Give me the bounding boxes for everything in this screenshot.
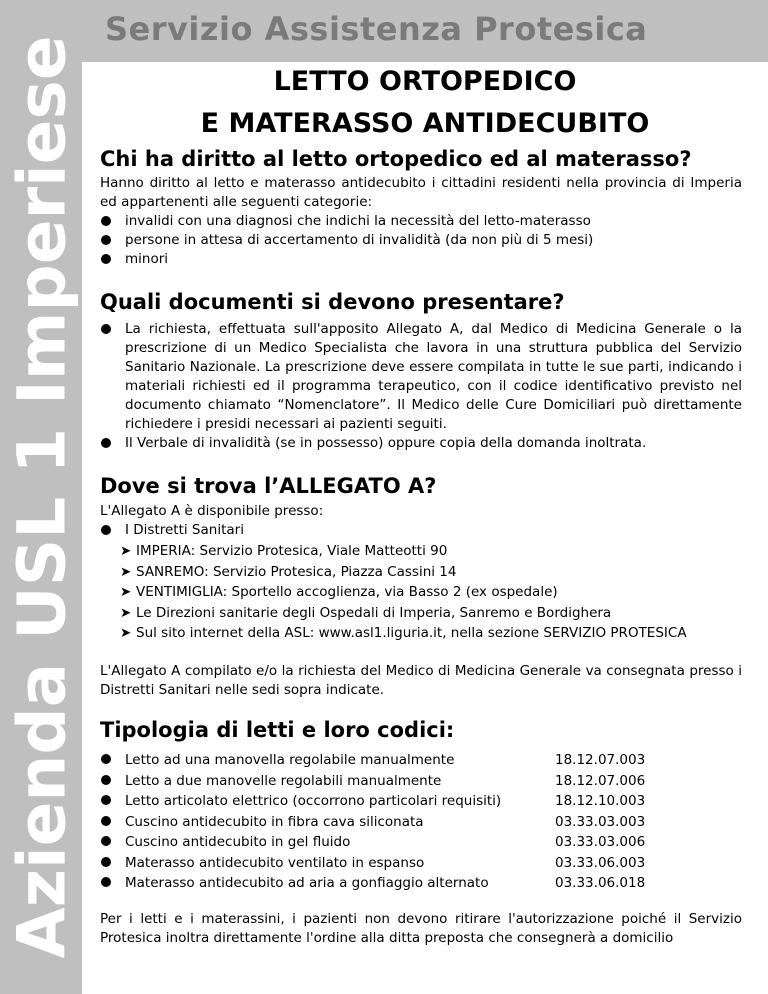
bed-codes-table bbox=[100, 750, 645, 894]
list-item: ➤ Sul sito internet della ASL: www.asl1.liguria.it, nella sezione SERVIZIO PROTESICA bbox=[120, 623, 687, 644]
document-title-line-2: E MATERASSO ANTIDECUBITO bbox=[200, 108, 650, 139]
list-item: I Distretti Sanitari bbox=[100, 521, 742, 540]
code: 18.12.07.003 bbox=[555, 752, 646, 769]
allegato-list bbox=[100, 521, 742, 540]
arrow-icon: ➤ bbox=[120, 625, 132, 641]
arrow-icon: ➤ bbox=[120, 543, 132, 559]
list-item: ➤ VENTIMIGLIA: Sportello accoglienza, via Basso 2 (ex ospedale) bbox=[120, 582, 687, 603]
bullet-icon bbox=[101, 775, 111, 785]
list-item: persone in attesa di accertamento di invalidità (da non più di 5 mesi) bbox=[100, 231, 742, 250]
code: 18.12.07.006 bbox=[555, 772, 646, 789]
bullet-icon bbox=[101, 877, 111, 887]
types-heading: Tipologia di letti e loro codici: bbox=[100, 718, 455, 742]
code: 03.33.06.003 bbox=[555, 854, 646, 871]
table-row: Materasso antidecubito ventilato in espanso 03.33.06.003 bbox=[100, 853, 645, 874]
sidebar-band bbox=[0, 0, 82, 994]
arrow-icon: ➤ bbox=[120, 604, 132, 621]
table-row: Cuscino antidecubito in gel fluido 03.33.03.006 bbox=[100, 832, 645, 853]
allegato-locations bbox=[120, 541, 687, 644]
bullet-icon bbox=[101, 857, 111, 867]
list-item: ➤ IMPERIA: Servizio Protesica, Viale Matteotti 90 bbox=[120, 541, 687, 562]
code: 18.12.10.003 bbox=[555, 793, 646, 810]
bullet-icon bbox=[101, 836, 111, 846]
delivery-note: Per i letti e i materassini, i pazienti non devono ritirare l'autorizzazione poiché il Servizio Protesica inoltra direttamente l'ordine alla ditta preposta che consegnerà a domicilio bbox=[100, 911, 742, 946]
document-title-line-1: LETTO ORTOPEDICO bbox=[273, 66, 577, 97]
list-item: minori bbox=[100, 250, 742, 269]
arrow-icon: ➤ bbox=[120, 584, 132, 600]
table-row: Cuscino antidecubito in fibra cava siliconata 03.33.03.003 bbox=[100, 812, 645, 833]
table-row: Letto articolato elettrico (occorrono particolari requisiti) 18.12.10.003 bbox=[100, 791, 645, 812]
arrow-icon: ➤ bbox=[120, 563, 132, 580]
bullet-icon bbox=[101, 754, 111, 764]
table-row: Materasso antidecubito ad aria a gonfiaggio alternato 03.33.06.018 bbox=[100, 873, 645, 894]
documents-list bbox=[100, 320, 742, 453]
list-item: Il Verbale di invalidità (se in possesso) oppure copia della domanda inoltrata. bbox=[100, 434, 742, 453]
code: 03.33.03.003 bbox=[555, 813, 646, 830]
rights-intro: Hanno diritto al letto e materasso antidecubito i cittadini residenti nella provincia di Imperia ed appartenenti alle seguenti categorie: bbox=[100, 175, 742, 210]
allegato-note: L'Allegato A compilato e/o la richiesta del Medico di Medicina Generale va consegnata presso i Distretti Sanitari nelle sedi sopra indicate. bbox=[100, 663, 742, 698]
table-row: Letto a due manovelle regolabili manualmente 18.12.07.006 bbox=[100, 771, 645, 792]
bullet-icon bbox=[101, 795, 111, 805]
rights-heading: Chi ha diritto al letto ortopedico ed al materasso? bbox=[100, 147, 692, 171]
code: 03.33.06.018 bbox=[555, 875, 646, 892]
service-name: Servizio Assistenza Protesica bbox=[105, 10, 648, 48]
allegato-heading: Dove si trova l’ALLEGATO A? bbox=[100, 474, 437, 498]
documents-heading: Quali documenti si devono presentare? bbox=[100, 290, 565, 314]
list-item: ➤ SANREMO: Servizio Protesica, Piazza Cassini 14 bbox=[120, 562, 687, 583]
list-item: La richiesta, effettuata sull'apposito Allegato A, dal Medico di Medicina Generale o la prescrizione di un Medico Specialista che lavora in una struttura pubblica del Servizio Sanitario Nazionale. La prescrizione deve essere compilata in tutte le sue parti, indicando i materiali richiesti ed il programma terapeutico, con il codice identificativo previsto nel documento chiamato “Nomenclatore”. Il Medico delle Cure Domiciliari può direttamente richiedere i presidi necessari ai pazienti seguiti. bbox=[100, 320, 742, 434]
list-item: invalidi con una diagnosi che indichi la necessità del letto-materasso bbox=[100, 212, 742, 231]
list-item: ➤ Le Direzioni sanitarie degli Ospedali di Imperia, Sanremo e Bordighera bbox=[120, 603, 687, 624]
rights-list bbox=[100, 212, 742, 269]
table-row: Letto ad una manovella regolabile manualmente 18.12.07.003 bbox=[100, 750, 645, 771]
code: 03.33.03.006 bbox=[555, 834, 646, 851]
organization-name: Azienda USL 1 Imperiese bbox=[3, 35, 81, 959]
bullet-icon bbox=[101, 816, 111, 826]
allegato-intro: L'Allegato A è disponibile presso: bbox=[100, 503, 324, 519]
